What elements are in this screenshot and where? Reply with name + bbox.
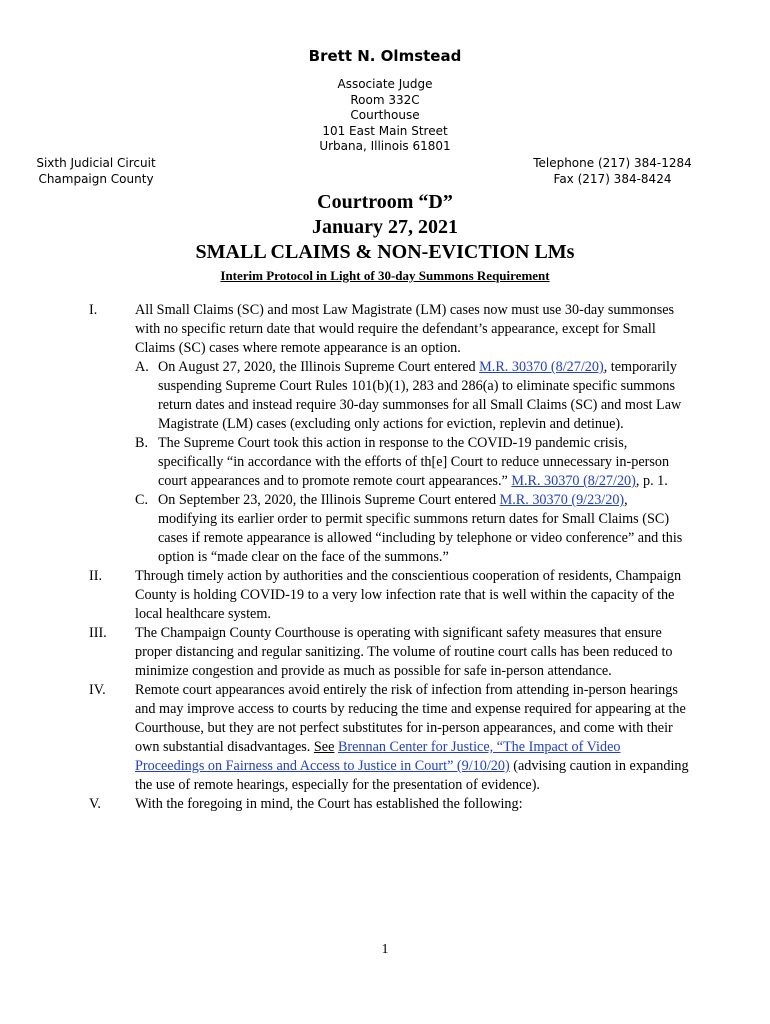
- mr-30370-link[interactable]: M.R. 30370 (8/27/20): [479, 359, 604, 375]
- courtroom-title: Courtroom “D”: [317, 191, 453, 213]
- list-item-2: [0, 567, 770, 624]
- address-line: 101 East Main Street: [322, 123, 448, 138]
- sub-item-letter: C.: [135, 492, 149, 508]
- text-run: On August 27, 2020, the Illinois Supreme Court entered: [158, 359, 480, 375]
- sub-item-b: [135, 434, 690, 491]
- text-run: (advising caution in expanding the use of remote hearings, especially for the presentation of evidence).: [135, 758, 689, 793]
- sub-item-letter: B.: [135, 435, 149, 451]
- item-text: All Small Claims (SC) and most Law Magistrate (LM) cases now must use 30-day summonses with no specific return date that would require the defendant’s appearance, except for Small Claims (SC) cases where remote appearance is an option.: [135, 302, 675, 356]
- sub-item-text: [158, 358, 690, 434]
- text-run: On September 23, 2020, the Illinois Supreme Court entered: [158, 492, 500, 508]
- address-line: Associate Judge: [337, 77, 433, 91]
- protocol-subtitle: Interim Protocol in Light of 30-day Summons Requirement: [220, 268, 550, 283]
- item-text: The Champaign County Courthouse is operating with significant safety measures that ensure proper distancing and regular sanitizing. The volume of routine court calls has been reduced to minimize congestion and provide as much as possible for safe in-person attendance.: [135, 625, 673, 679]
- list-item-5: [0, 795, 770, 814]
- item-number: III.: [89, 625, 107, 641]
- address-line: Courthouse: [350, 108, 420, 122]
- page-number: 1: [381, 942, 389, 957]
- sub-item-text: [158, 491, 690, 567]
- list-item-3: [0, 624, 770, 681]
- title-block: [0, 190, 770, 284]
- mr-30370-link[interactable]: M.R. 30370 (8/27/20): [511, 473, 636, 489]
- contact-block: [530, 156, 695, 187]
- item-text: [135, 681, 690, 795]
- county-line: Champaign County: [38, 171, 154, 186]
- text-run: Remote court appearances avoid entirely the risk of infection from attending in-person hearings and may improve access to courts by reducing the time and expense required for appearing at the Courthouse, but they are not perfect substitutes for in-person appearances, and come with their own substantial disadvantages.: [135, 682, 686, 755]
- text-run: , modifying its earlier order to permit specific summons return dates for Small Claims (SC) cases if remote appearance is allowed “including by telephone or video conference” and this option is “made clear on the face of the summons.”: [158, 492, 683, 565]
- text-run: The Supreme Court took this action in response to the COVID-19 pandemic crisis, specifically “in accordance with the efforts of th[e] Court to reduce unnecessary in-person court appearances and to promote remote court appearances.”: [158, 435, 670, 489]
- brennan-center-link[interactable]: Brennan Center for Justice, “The Impact of Video Proceedings on Fairness and Access to Justice in Court” (9/10/20): [135, 739, 621, 774]
- list-item-4: [0, 681, 770, 795]
- address-line: Room 332C: [350, 92, 420, 107]
- sub-item-text: [158, 434, 690, 491]
- circuit-block: [26, 156, 166, 187]
- see-signal: See: [313, 739, 335, 755]
- item-text: Through timely action by authorities and the conscientious cooperation of residents, Champaign County is holding COVID-19 to a very low infection rate that is well within the capacity of the local healthcare system.: [135, 568, 682, 622]
- subject-title: SMALL CLAIMS & NON-EVICTION LMs: [195, 241, 575, 263]
- sub-item-c: [135, 491, 690, 567]
- date-title: January 27, 2021: [311, 216, 459, 238]
- item-number: IV.: [89, 682, 106, 698]
- item-number: V.: [89, 796, 101, 812]
- document-body: [0, 301, 770, 814]
- text-run: , p. 1.: [635, 473, 668, 489]
- telephone-line: Telephone (217) 384-1284: [533, 156, 692, 170]
- sub-item-letter: A.: [135, 359, 149, 375]
- item-number: I.: [89, 302, 98, 318]
- fax-line: Fax (217) 384-8424: [553, 171, 672, 186]
- judge-name: Brett N. Olmstead: [308, 47, 462, 65]
- sub-item-a: [135, 358, 690, 434]
- item-text: With the foregoing in mind, the Court has established the following:: [135, 796, 523, 812]
- circuit-line: Sixth Judicial Circuit: [36, 156, 156, 170]
- item-number: II.: [89, 568, 102, 584]
- list-item-1: [0, 301, 770, 358]
- text-run: , temporarily suspending Supreme Court Rules 101(b)(1), 283 and 286(a) to eliminate specific summons return dates and instead require 30-day summonses for all Small Claims (SC) and most Law Magistrate (LM) cases (excluding only actions for eviction, replevin and detinue).: [158, 359, 682, 432]
- mr-30370-link[interactable]: M.R. 30370 (9/23/20): [499, 492, 625, 508]
- address-block: [0, 77, 770, 155]
- address-line: Urbana, Illinois 61801: [319, 139, 451, 153]
